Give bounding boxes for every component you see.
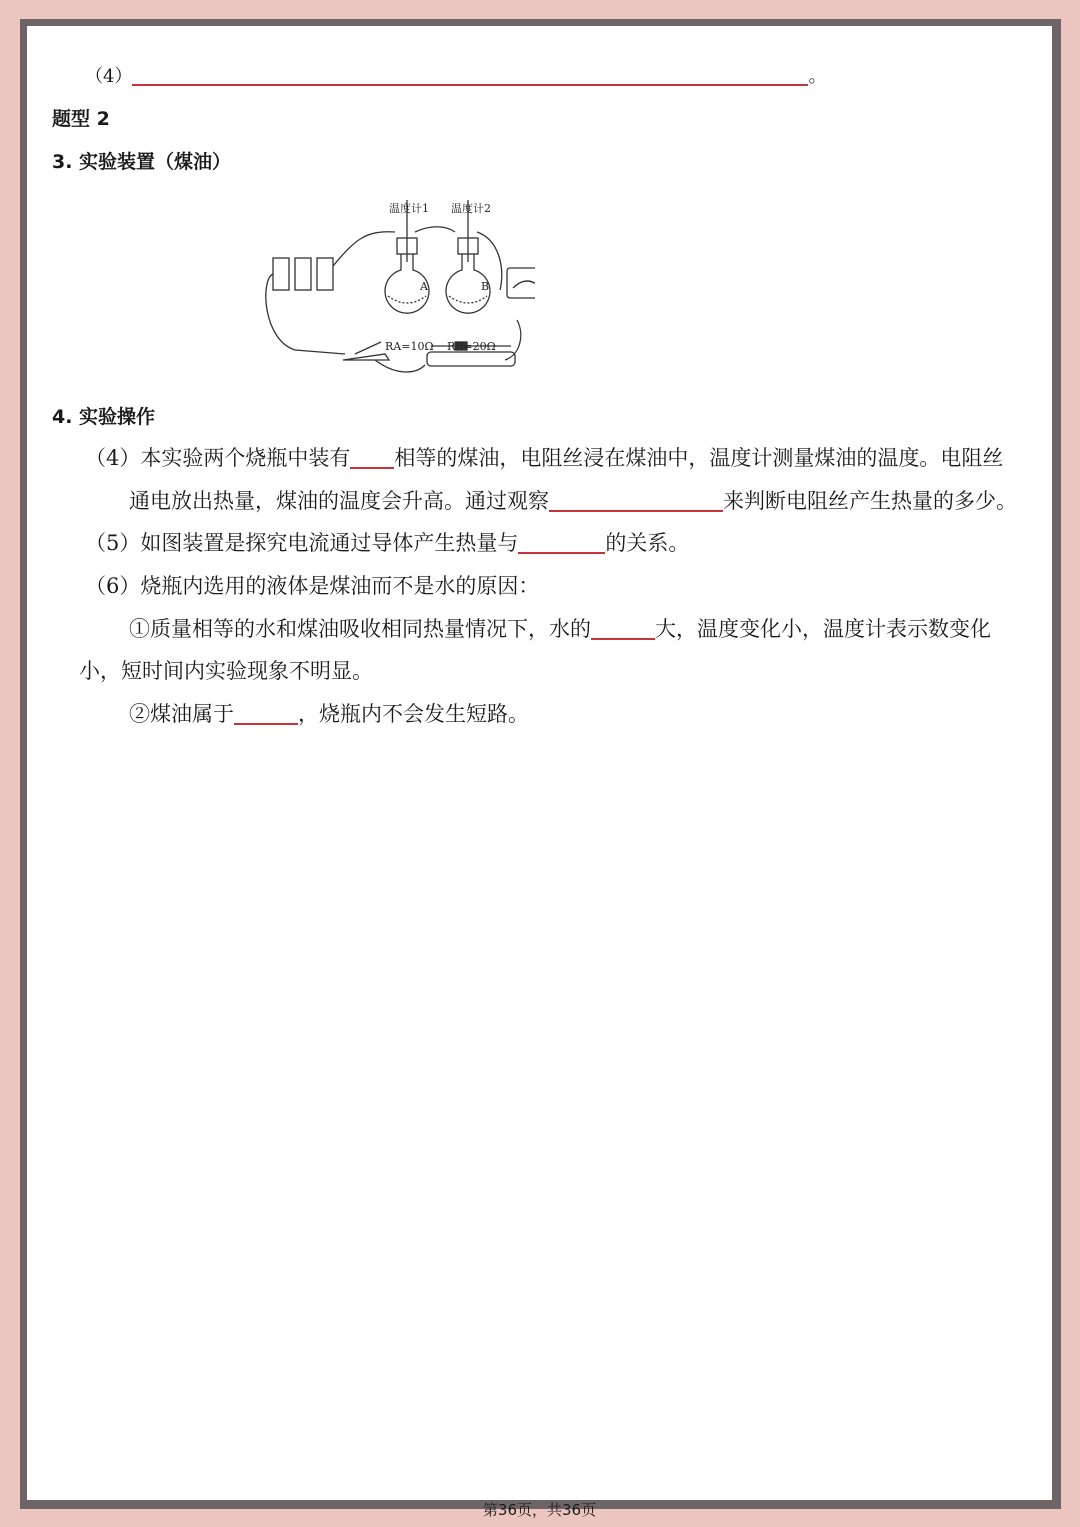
item-6-2-text-b: ，烧瓶内不会发生短路。 — [298, 702, 529, 726]
answer-blank-5[interactable] — [518, 532, 605, 554]
page-number: 第36页，共36页 — [482, 1501, 597, 1519]
section-4-heading: 4. 实验操作 — [52, 406, 156, 428]
answer-blank-6-1[interactable] — [591, 618, 655, 640]
answer-blank-4a[interactable] — [350, 447, 394, 469]
battery-cell — [273, 258, 289, 290]
answer-blank-6-2[interactable] — [234, 703, 298, 725]
item-4-text-d: 来判断电阻丝产生热量的多少。 — [723, 489, 1017, 513]
item-5-line — [85, 527, 689, 557]
item-4-line-2 — [129, 485, 1017, 515]
kerosene-b — [449, 296, 487, 303]
item-5-text-a: （5）如图装置是探究电流通过导体产生热量与 — [85, 531, 519, 555]
flask-b-label: B — [481, 280, 490, 293]
resistance-b-label: RB=20Ω — [447, 340, 496, 353]
item-6-2-text-a: ②煤油属于 — [129, 702, 234, 726]
wire — [415, 227, 455, 232]
battery-cell — [295, 258, 311, 290]
question-4-suffix: 。 — [808, 66, 827, 87]
section-3-heading: 3. 实验装置（煤油） — [52, 151, 232, 173]
kerosene-a — [388, 296, 426, 303]
answer-blank-4b[interactable] — [549, 490, 723, 512]
item-4-text-c: 通电放出热量，煤油的温度会升高。通过观察 — [129, 489, 549, 513]
item-6-1-text-a: ①质量相等的水和煤油吸收相同热量情况下，水的 — [129, 617, 591, 641]
item-6-line: （6）烧瓶内选用的液体是煤油而不是水的原因： — [85, 574, 540, 598]
item-6-1-continuation: 小，短时间内实验现象不明显。 — [79, 659, 373, 683]
battery-cell — [317, 258, 333, 290]
item-6-1-line — [129, 613, 991, 643]
switch-lever — [355, 342, 381, 354]
item-4-line-1 — [85, 442, 1003, 472]
type-heading: 题型 2 — [52, 108, 110, 130]
item-4-text-a: （4）本实验两个烧瓶中装有 — [85, 446, 351, 470]
document-page — [27, 26, 1052, 1519]
wire — [333, 232, 395, 266]
wire — [375, 360, 425, 372]
item-6-2-line — [129, 698, 529, 728]
thermometer-2-label: 温度计2 — [451, 202, 491, 215]
thermometer-1-label: 温度计1 — [389, 202, 429, 215]
answer-blank-q4[interactable] — [132, 64, 808, 86]
item-5-text-b: 的关系。 — [605, 531, 690, 555]
wire — [505, 320, 521, 360]
flask-a-label: A — [420, 280, 428, 293]
ammeter-dial — [513, 281, 535, 288]
question-4-prefix: （4） — [85, 66, 133, 87]
question-4-line — [85, 62, 826, 88]
switch-icon — [343, 354, 389, 360]
rheostat-icon — [427, 352, 515, 366]
item-6-1-text-b: 大，温度变化小，温度计表示数变化 — [655, 617, 991, 641]
apparatus-figure — [255, 170, 535, 382]
item-4-text-b: 相等的煤油，电阻丝浸在煤油中，温度计测量煤油的温度。电阻丝 — [394, 446, 1004, 470]
resistance-a-label: RA=10Ω — [385, 340, 434, 353]
